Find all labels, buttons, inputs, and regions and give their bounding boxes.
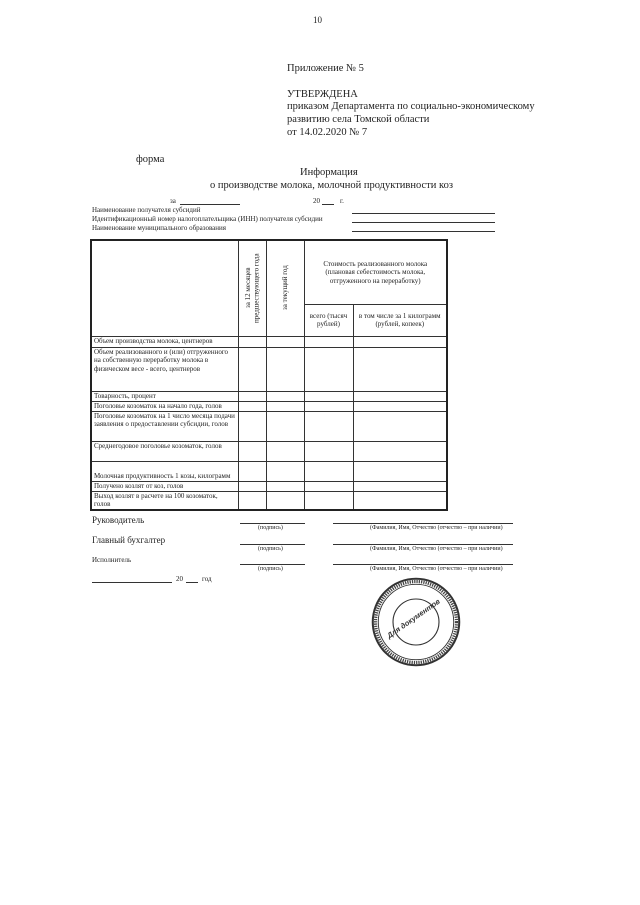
- accountant-name-line[interactable]: [333, 544, 513, 545]
- cell[interactable]: [353, 336, 447, 347]
- info-field-inn: Идентификационный номер налогоплательщика (ИНН) получателя субсидии: [92, 215, 323, 223]
- cell[interactable]: [266, 401, 304, 411]
- table-row: [91, 347, 447, 391]
- executor-label: Исполнитель: [92, 556, 132, 564]
- appendix-label: Приложение № 5: [287, 63, 364, 74]
- row-label: Среднегодовое поголовье козоматок, голов: [91, 441, 238, 461]
- head-name-caption: (Фамилия, Имя, Отчество (отчество – при наличии): [370, 525, 503, 531]
- row-label: Объем производства молока, центнеров: [91, 336, 238, 347]
- cell[interactable]: [238, 481, 266, 491]
- cell[interactable]: [304, 391, 353, 401]
- header-per-kg: в том числе за 1 килограмм (рублей, копеек): [353, 304, 447, 336]
- cell[interactable]: [304, 491, 353, 510]
- cell[interactable]: [353, 347, 447, 391]
- cell[interactable]: [266, 491, 304, 510]
- cell[interactable]: [238, 401, 266, 411]
- table-row: [91, 401, 447, 411]
- table-row: [91, 461, 447, 481]
- cell[interactable]: [353, 441, 447, 461]
- info-field-municipality: Наименование муниципального образования: [92, 224, 226, 232]
- date-year: 20: [176, 575, 183, 583]
- cell[interactable]: [238, 347, 266, 391]
- cell[interactable]: [304, 411, 353, 441]
- cell[interactable]: [238, 441, 266, 461]
- period-year: 20: [313, 197, 320, 205]
- cell[interactable]: [304, 401, 353, 411]
- chief-accountant-label: Главный бухгалтер: [92, 535, 166, 545]
- cell[interactable]: [353, 481, 447, 491]
- municipality-blank[interactable]: [352, 231, 495, 232]
- cell[interactable]: [353, 391, 447, 401]
- head-signature-caption: (подпись): [258, 525, 283, 531]
- executor-name-caption: (Фамилия, Имя, Отчество (отчество – при наличии): [370, 566, 503, 572]
- head-signature-line[interactable]: [240, 523, 305, 524]
- table-row: [91, 411, 447, 441]
- row-label: Молочная продуктивность 1 козы, килограмм: [91, 461, 238, 481]
- approved-line-3: от 14.02.2020 № 7: [287, 127, 368, 138]
- recipient-blank[interactable]: [352, 213, 495, 214]
- inn-blank[interactable]: [352, 222, 495, 223]
- stamp-center-text: Для документов: [385, 596, 442, 641]
- accountant-signature-caption: (подпись): [258, 546, 283, 552]
- cell[interactable]: [304, 461, 353, 481]
- table-row: [91, 391, 447, 401]
- row-label: Выход козлят в расчете на 100 козоматок, голов: [91, 491, 238, 510]
- form-label: форма: [136, 154, 165, 165]
- heading-title: Информация: [300, 167, 358, 178]
- cell[interactable]: [266, 441, 304, 461]
- approved-line-1: приказом Департамента по социально-экономическому: [287, 101, 535, 112]
- cell[interactable]: [304, 481, 353, 491]
- approved-line-2: развитию села Томской области: [287, 114, 430, 125]
- executor-signature-caption: (подпись): [258, 566, 283, 572]
- seal-stamp-icon: [370, 576, 462, 668]
- cell[interactable]: [353, 461, 447, 481]
- accountant-signature-line[interactable]: [240, 544, 305, 545]
- cell[interactable]: [266, 336, 304, 347]
- table-row: [91, 441, 447, 461]
- row-label: Товарность, процент: [91, 391, 238, 401]
- cell[interactable]: [304, 441, 353, 461]
- heading-subtitle: о производстве молока, молочной продуктивности коз: [210, 180, 453, 191]
- period-year-blank[interactable]: [322, 204, 334, 205]
- cell[interactable]: [304, 336, 353, 347]
- data-table: [90, 239, 448, 511]
- approved-title: УТВЕРЖДЕНА: [287, 89, 358, 100]
- cell[interactable]: [238, 461, 266, 481]
- date-blank[interactable]: [92, 582, 172, 583]
- cell[interactable]: [304, 347, 353, 391]
- cell[interactable]: [266, 347, 304, 391]
- cell[interactable]: [266, 461, 304, 481]
- page-number: 10: [313, 15, 322, 25]
- period-blank[interactable]: [180, 204, 240, 205]
- table-row: [91, 336, 447, 347]
- cell[interactable]: [266, 391, 304, 401]
- row-label: Объем реализованного и (или) отгруженного на собственную переработку молока в физическом весе - всего, центнеров: [91, 347, 238, 391]
- table-row: [91, 491, 447, 510]
- info-field-recipient: Наименование получателя субсидий: [92, 206, 201, 214]
- head-name-line[interactable]: [333, 523, 513, 524]
- row-label: Поголовье козоматок на начало года, голов: [91, 401, 238, 411]
- cell[interactable]: [353, 401, 447, 411]
- executor-name-line[interactable]: [333, 564, 513, 565]
- period-suffix: г.: [340, 197, 344, 205]
- cell[interactable]: [266, 411, 304, 441]
- cell[interactable]: [238, 411, 266, 441]
- cell[interactable]: [353, 491, 447, 510]
- cell[interactable]: [266, 481, 304, 491]
- header-cost: Стоимость реализованного молока (плановая себестоимость молока, отгруженного на переработку): [304, 240, 447, 304]
- header-empty-cell: [91, 240, 238, 336]
- period-prefix: за: [170, 197, 176, 205]
- cell[interactable]: [238, 391, 266, 401]
- accountant-name-caption: (Фамилия, Имя, Отчество (отчество – при наличии): [370, 546, 503, 552]
- row-label: Получено козлят от коз, голов: [91, 481, 238, 491]
- header-total: всего (тысяч рублей): [304, 304, 353, 336]
- cell[interactable]: [238, 491, 266, 510]
- table-row: [91, 481, 447, 491]
- cell[interactable]: [353, 411, 447, 441]
- date-year-blank[interactable]: [186, 582, 198, 583]
- executor-signature-line[interactable]: [240, 564, 305, 565]
- row-label: Поголовье козоматок на 1 число месяца подачи заявления о предоставлении субсидии, голов: [91, 411, 238, 441]
- date-suffix: год: [202, 575, 212, 583]
- head-label: Руководитель: [92, 515, 145, 525]
- header-current-year: за текущий год: [266, 240, 304, 336]
- cell[interactable]: [238, 336, 266, 347]
- header-prev-year: за 12 месяцев предшествующего года: [238, 240, 266, 336]
